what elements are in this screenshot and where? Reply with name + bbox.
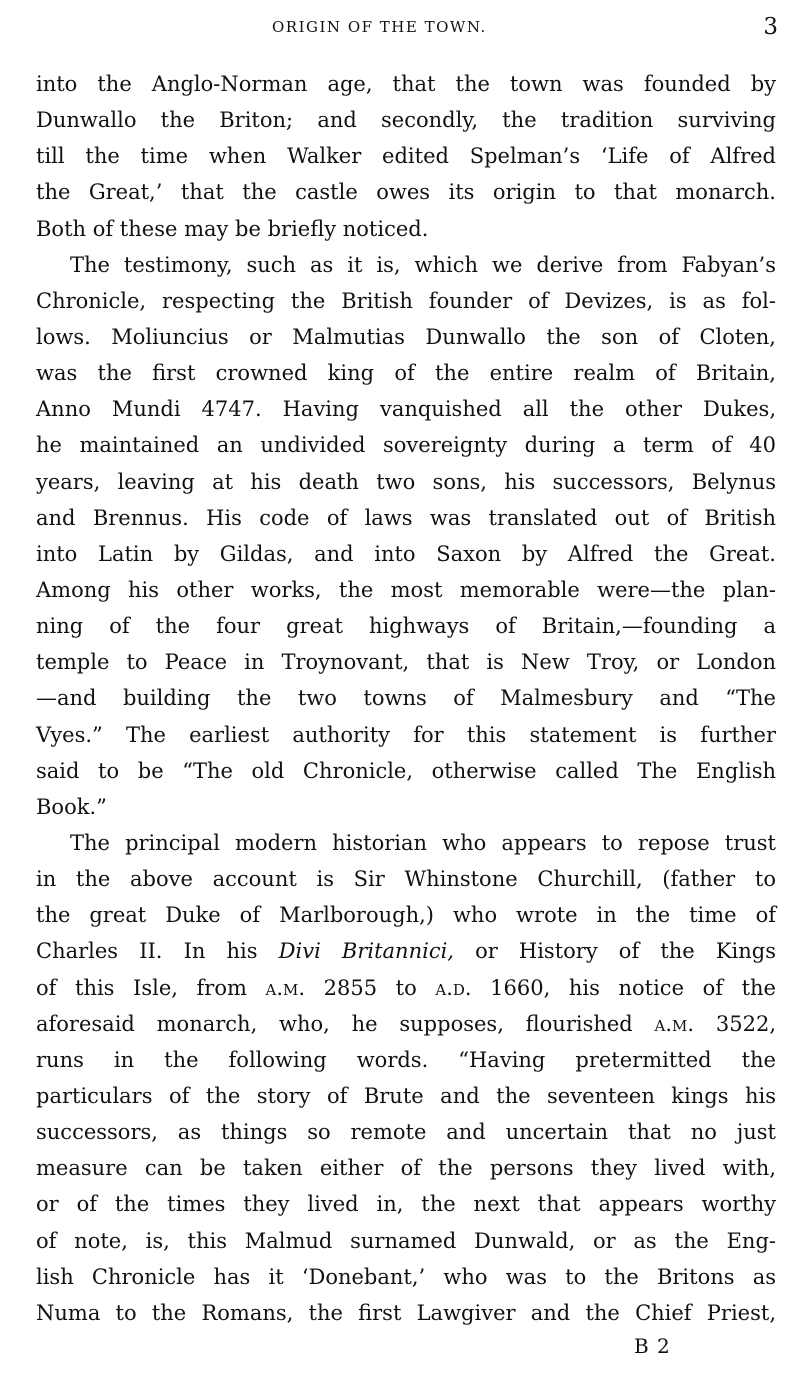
text-line: the great Duke of Marlborough,) who wrote in the time of bbox=[36, 903, 776, 928]
text-run: or History of the Kings bbox=[453, 939, 777, 964]
text-run: 1660, his notice of the bbox=[471, 975, 776, 1000]
era-abbreviation: a.m. bbox=[265, 975, 306, 1000]
text-run: 2855 to bbox=[305, 975, 436, 1000]
text-line: successors, as things so remote and uncertain that no just bbox=[36, 1120, 776, 1145]
text-line: till the time when Walker edited Spelman’s ‘Life of Alfred bbox=[36, 144, 776, 169]
text-line: into Latin by Gildas, and into Saxon by Alfred the Great. bbox=[36, 541, 776, 566]
era-abbreviation: a.d. bbox=[435, 975, 472, 1000]
text-run: aforesaid monarch, who, he supposes, flourished bbox=[36, 1011, 655, 1036]
text-line: lish Chronicle has it ‘Donebant,’ who was to the Britons as bbox=[36, 1264, 776, 1289]
text-line bbox=[36, 933, 776, 969]
text-line: ning of the four great highways of Britain,—founding a bbox=[36, 614, 776, 639]
text-line: years, leaving at his death two sons, his successors, Belynus bbox=[36, 469, 776, 494]
text-line: he maintained an undivided sovereignty during a term of 40 bbox=[36, 433, 776, 458]
text-line: into the Anglo-Norman age, that the town was founded by bbox=[36, 72, 776, 96]
text-run: 3522, bbox=[694, 1011, 776, 1036]
text-line: the Great,’ that the castle owes its origin to that monarch. bbox=[36, 180, 776, 205]
text-run: Charles II. In his bbox=[36, 939, 279, 964]
text-line: lows. Moliuncius or Malmutias Dunwallo the son of Cloten, bbox=[36, 324, 776, 349]
running-head bbox=[0, 14, 800, 44]
text-line: The principal modern historian who appears to repose trust bbox=[70, 830, 776, 855]
text-line: Numa to the Romans, the first Lawgiver and the Chief Priest, bbox=[36, 1300, 776, 1325]
text-line: Among his other works, the most memorable were—the plan- bbox=[36, 577, 776, 602]
text-line: Book.” bbox=[36, 794, 107, 819]
body-text bbox=[36, 66, 776, 1331]
text-line: Vyes.” The earliest authority for this statement is further bbox=[36, 722, 776, 747]
text-line: in the above account is Sir Whinstone Churchill, (father to bbox=[36, 867, 776, 892]
text-line: measure can be taken either of the persons they lived with, bbox=[36, 1156, 776, 1181]
page-number: 3 bbox=[763, 14, 778, 40]
book-title-italic: Divi Britannici, bbox=[278, 939, 454, 964]
running-title: ORIGIN OF THE TOWN. bbox=[272, 18, 487, 36]
text-line: of note, is, this Malmud surnamed Dunwald, or as the Eng- bbox=[36, 1228, 776, 1253]
text-line: Anno Mundi 4747. Having vanquished all the other Dukes, bbox=[36, 397, 776, 422]
text-line: and Brennus. His code of laws was translated out of British bbox=[36, 505, 776, 530]
text-line: was the first crowned king of the entire realm of Britain, bbox=[36, 361, 776, 386]
signature-mark: B 2 bbox=[634, 1334, 671, 1358]
text-line bbox=[36, 1006, 776, 1042]
text-line: runs in the following words. “Having pretermitted the bbox=[36, 1047, 776, 1072]
text-line: said to be “The old Chronicle, otherwise called The English bbox=[36, 758, 776, 783]
text-run: of this Isle, from bbox=[36, 975, 266, 1000]
text-line: —and building the two towns of Malmesbury and “The bbox=[36, 686, 776, 711]
text-line: or of the times they lived in, the next that appears worthy bbox=[36, 1192, 776, 1217]
text-line: particulars of the story of Brute and the seventeen kings his bbox=[36, 1083, 776, 1108]
text-line: The testimony, such as it is, which we derive from Fabyan’s bbox=[70, 252, 776, 277]
text-line bbox=[36, 970, 776, 1006]
era-abbreviation: a.m. bbox=[654, 1011, 695, 1036]
text-line: Both of these may be briefly noticed. bbox=[36, 216, 429, 241]
text-line: Chronicle, respecting the British founder of Devizes, is as fol- bbox=[36, 288, 776, 313]
text-line: Dunwallo the Briton; and secondly, the tradition surviving bbox=[36, 108, 776, 133]
text-line: temple to Peace in Troynovant, that is New Troy, or London bbox=[36, 650, 776, 675]
